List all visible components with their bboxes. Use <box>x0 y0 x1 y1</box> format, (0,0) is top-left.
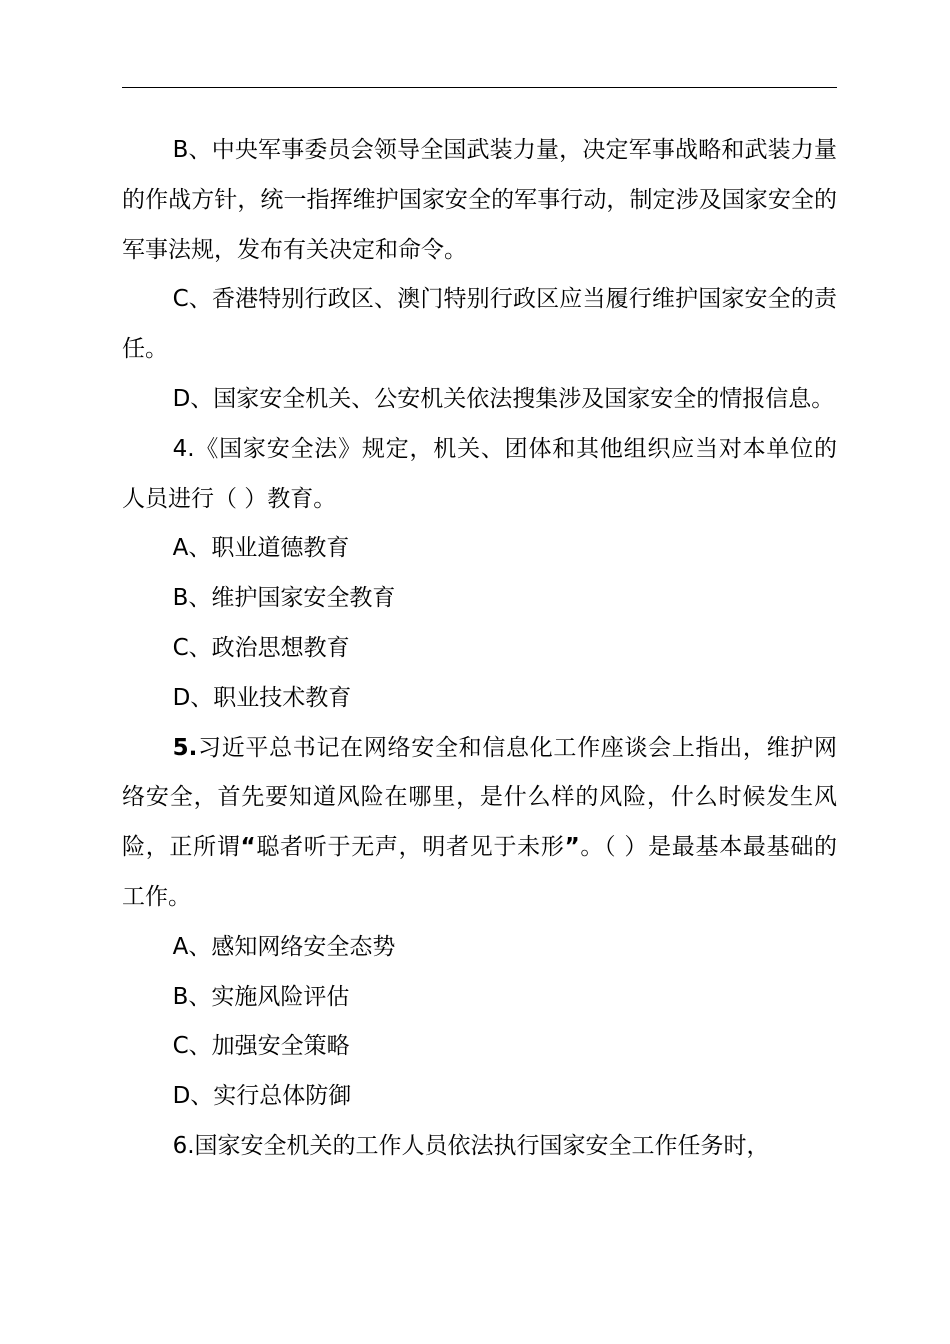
option-d-q5: D、实行总体防御 <box>172 1083 352 1110</box>
option-b-q4: B、维护国家安全教育 <box>172 585 396 612</box>
option-c-q4: C、政治思想教育 <box>172 634 350 661</box>
option-c-q5: C、加强安全策略 <box>172 1033 350 1060</box>
question-4: 4.《国家安全法》规定，机关、团体和其他组织应当对本单位的人员进行（ ）教育。 <box>122 435 837 512</box>
close-quote: ” <box>564 834 580 861</box>
option-c-q3: C、香港特别行政区、澳门特别行政区应当履行维护国家安全的责任。 <box>122 286 837 363</box>
option-b-q3: B、中央军事委员会领导全国武装力量，决定军事战略和武装力量的作战方针，统一指挥维护国家安全的军事行动，制定涉及国家安全的军事法规，发布有关决定和命令。 <box>122 137 837 263</box>
option-a-q4: A、职业道德教育 <box>172 535 350 562</box>
question-5-text-a: 习近平总书记在网络安全和信息化工作座谈会上指出，维护网络安全，首先要知道风险在哪里，是什么样的风险，什么时候发生风险，正所谓 <box>122 734 837 861</box>
option-d-q4: D、职业技术教育 <box>172 684 352 711</box>
header-rule <box>122 87 837 88</box>
question-5-number: 5. <box>172 734 198 761</box>
question-5 <box>122 724 837 923</box>
option-b-q5: B、实施风险评估 <box>172 983 350 1010</box>
open-quote: “ <box>240 834 256 861</box>
option-d-q3: D、国家安全机关、公安机关依法搜集涉及国家安全的情报信息。 <box>172 385 835 412</box>
question-6: 6.国家安全机关的工作人员依法执行国家安全工作任务时， <box>172 1132 770 1159</box>
option-a-q5: A、感知网络安全态势 <box>172 933 396 960</box>
question-5-text-c: 。（ ）是最基本最基础的工作。 <box>122 834 838 910</box>
document-body <box>122 126 837 1172</box>
question-5-quote: 聪者听于无声，明者见于未形 <box>255 834 565 861</box>
